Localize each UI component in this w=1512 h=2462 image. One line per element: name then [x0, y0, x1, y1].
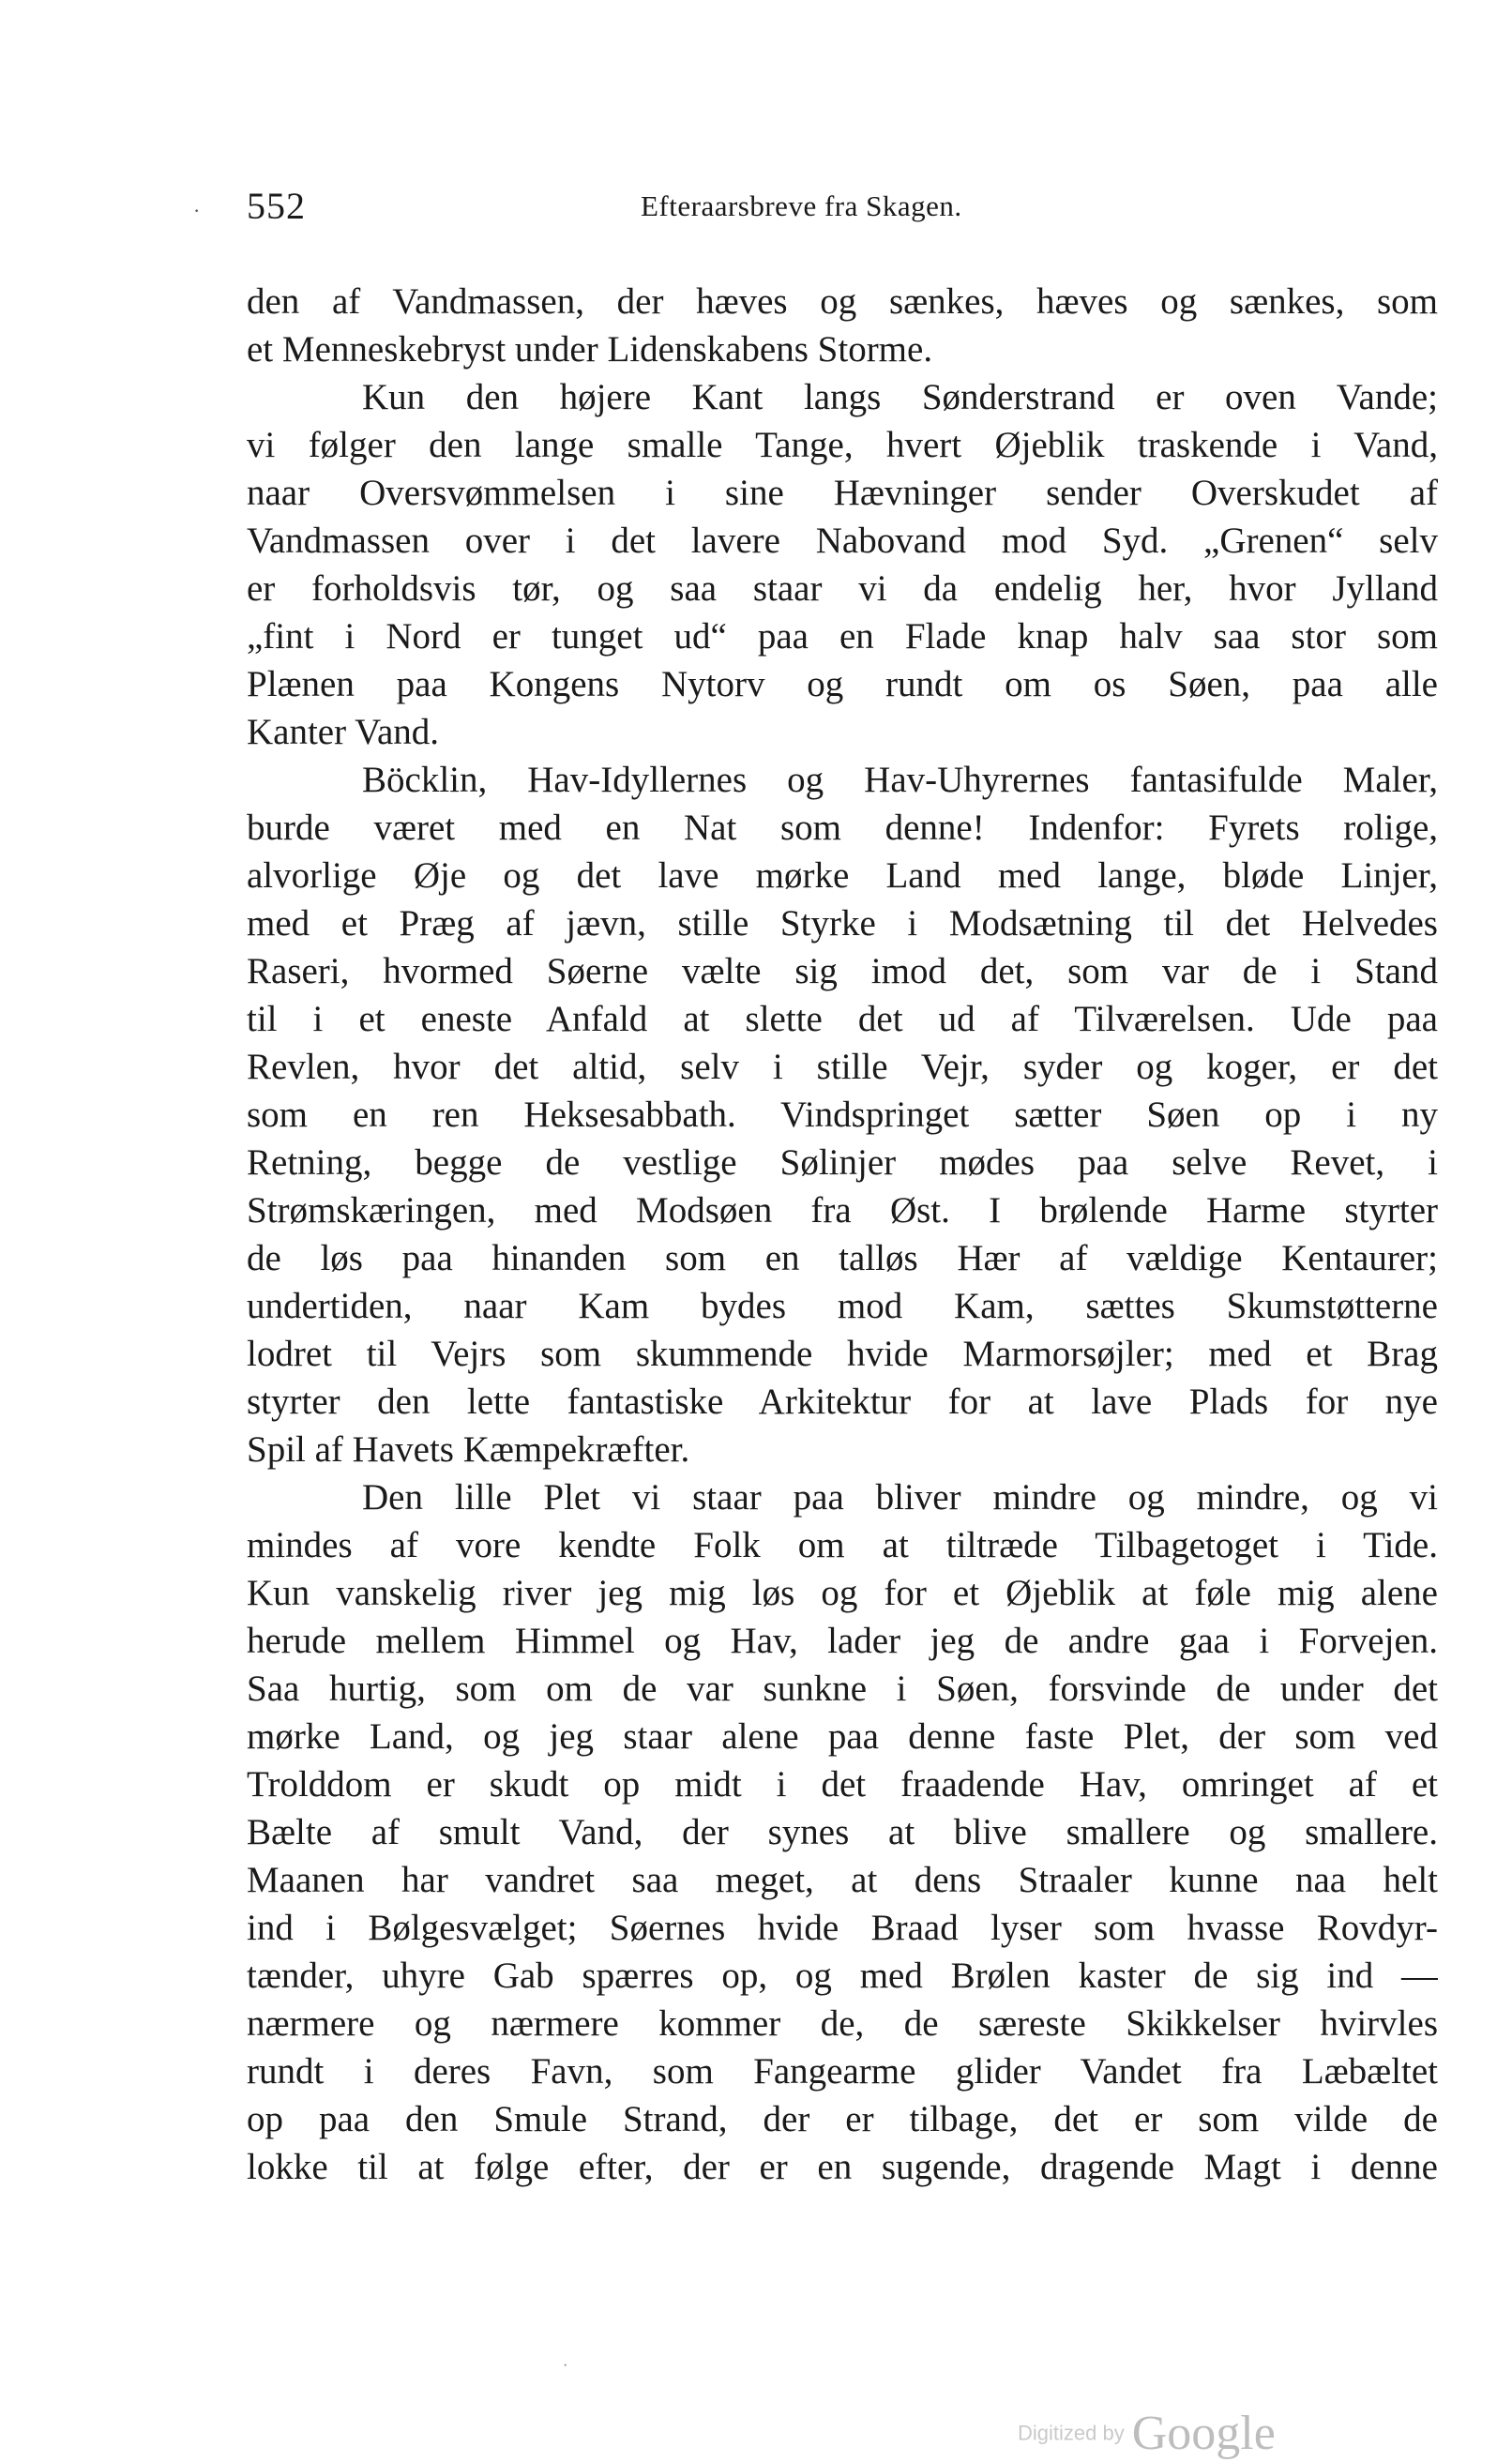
text-line: Saa hurtig, som om de var sunkne i Søen, forsvinde de under det: [247, 1669, 1438, 1709]
digitized-by-label: Digitized by: [1018, 2421, 1125, 2445]
text-line: Vandmassen over i det lavere Nabovand mod Syd. „Grenen“ selv: [247, 521, 1438, 561]
text-line: Retning, begge de vestlige Sølinjer mødes paa selve Revet, i: [247, 1142, 1438, 1183]
text-line: Kanter Vand.: [247, 712, 440, 752]
text-line: Raseri, hvormed Søerne vælte sig imod det, som var de i Stand: [247, 951, 1438, 991]
text-line: vi følger den lange smalle Tange, hvert Øjeblik traskende i Vand,: [247, 425, 1438, 465]
text-line: mørke Land, og jeg staar alene paa denne faste Plet, der som ved: [247, 1716, 1438, 1757]
text-line: nærmere og nærmere kommer de, de særeste Skikkelser hvirvles: [247, 2003, 1438, 2044]
running-title: Efteraarsbreve fra Skagen.: [641, 189, 962, 222]
text-line: styrter den lette fantastiske Arkitektur for at lave Plads for nye: [247, 1382, 1438, 1422]
text-line: Kun vanskelig river jeg mig løs og for et Øjeblik at føle mig alene: [247, 1573, 1438, 1613]
text-line: Trolddom er skudt op midt i det fraadende Hav, omringet af et: [247, 1764, 1438, 1805]
text-line: til i et eneste Anfald at slette det ud af Tilværelsen. Ude paa: [247, 999, 1438, 1039]
text-line: Revlen, hvor det altid, selv i stille Vejr, syder og koger, er det: [247, 1047, 1438, 1087]
text-line: rundt i deres Favn, som Fangearme glider Vandet fra Læbæltet: [247, 2051, 1438, 2092]
text-line: den af Vandmassen, der hæves og sænkes, hæves og sænkes, som: [247, 281, 1438, 322]
paragraph-first-line: Kun den højere Kant langs Sønderstrand er oven Vande;: [362, 377, 1438, 417]
paragraph-first-line: Böcklin, Hav-Idyllernes og Hav-Uhyrernes fantasifulde Maler,: [362, 760, 1438, 800]
text-line: er forholdsvis tør, og saa staar vi da endelig her, hvor Jylland: [247, 568, 1438, 609]
text-line: med et Præg af jævn, stille Styrke i Modsætning til det Helvedes: [247, 903, 1438, 944]
google-logo: Google: [1131, 2407, 1276, 2460]
text-line: lodret til Vejrs som skummende hvide Marmorsøjler; med et Brag: [247, 1334, 1438, 1374]
text-line: et Menneskebryst under Lidenskabens Storme.: [247, 329, 933, 370]
paragraph-first-line: Den lille Plet vi staar paa bliver mindre og mindre, og vi: [362, 1477, 1438, 1518]
text-line: „fint i Nord er tunget ud“ paa en Flade knap halv saa stor som: [247, 616, 1438, 657]
text-line: ind i Bølgesvælget; Søernes hvide Braad lyser som hvasse Rovdyr-: [247, 1908, 1438, 1948]
text-line: Strømskæringen, med Modsøen fra Øst. I brølende Harme styrter: [247, 1190, 1438, 1231]
text-line: som en ren Heksesabbath. Vindspringet sætter Søen op i ny: [247, 1095, 1438, 1135]
text-line: herude mellem Himmel og Hav, lader jeg de andre gaa i Forvejen.: [247, 1621, 1438, 1661]
text-line: Plænen paa Kongens Nytorv og rundt om os Søen, paa alle: [247, 664, 1438, 704]
text-line: burde været med en Nat som denne! Indenfor: Fyrets rolige,: [247, 808, 1438, 848]
text-line: Spil af Havets Kæmpekræfter.: [247, 1429, 690, 1470]
text-line: naar Oversvømmelsen i sine Hævninger sender Overskudet af: [247, 473, 1438, 513]
text-line: mindes af vore kendte Folk om at tiltræde Tilbagetoget i Tide.: [247, 1525, 1438, 1565]
text-line: tænder, uhyre Gab spærres op, og med Brølen kaster de sig ind —: [247, 1956, 1438, 1996]
page-number: 552: [247, 185, 306, 227]
text-line: de løs paa hinanden som en talløs Hær af vældige Kentaurer;: [247, 1238, 1438, 1278]
text-line: undertiden, naar Kam bydes mod Kam, sættes Skumstøtterne: [247, 1286, 1438, 1326]
stray-dot-mark: ·: [563, 2358, 568, 2374]
page-header: [247, 184, 1438, 240]
body-text: [247, 278, 1438, 2191]
text-line: lokke til at følge efter, der er en sugende, dragende Magt i denne: [247, 2147, 1438, 2187]
stray-ink-mark: ·: [193, 199, 201, 222]
digitized-watermark: [1018, 2406, 1276, 2462]
text-line: Bælte af smult Vand, der synes at blive smallere og smallere.: [247, 1812, 1438, 1852]
text-line: alvorlige Øje og det lave mørke Land med lange, bløde Linjer,: [247, 855, 1438, 896]
text-line: Maanen har vandret saa meget, at dens Straaler kunne naa helt: [247, 1860, 1438, 1900]
text-line: op paa den Smule Strand, der er tilbage, det er som vilde de: [247, 2099, 1438, 2139]
